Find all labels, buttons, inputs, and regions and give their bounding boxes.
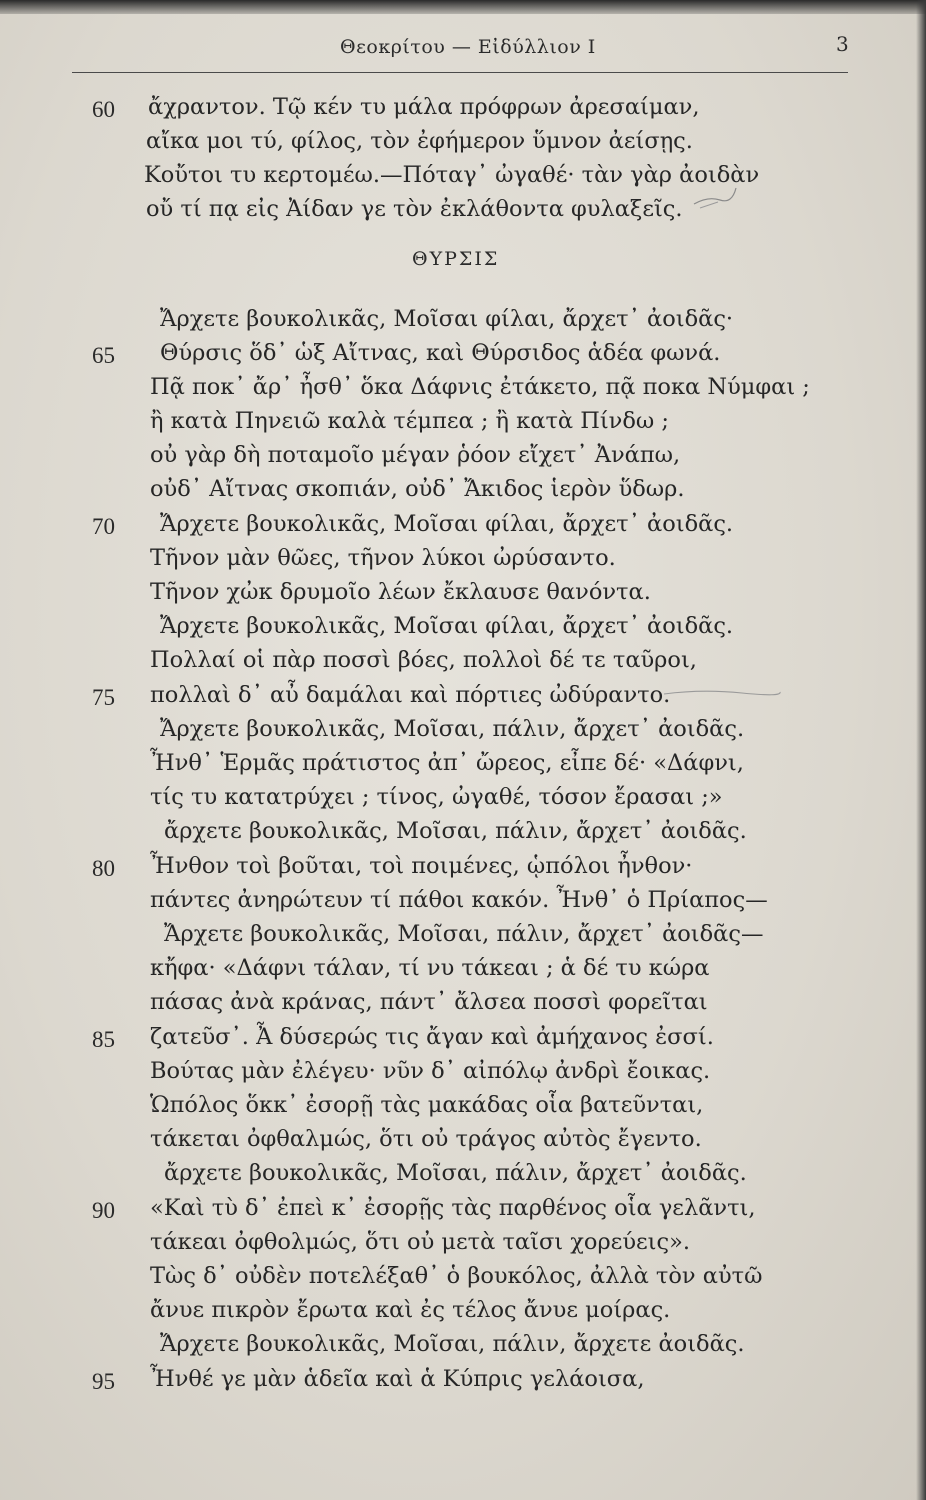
verse-line: κἤφα· «Δάφνι τάλαν, τί νυ τάκεαι ; ἁ δέ τυ κώρα — [150, 955, 710, 981]
verse-line: Ἄρχετε βουκολικᾶς, Μοῖσαι, πάλιν, ἄρχετε ἀοιδᾶς. — [160, 1331, 745, 1357]
verse-line: Ἄρχετε βουκολικᾶς, Μοῖσαι φίλαι, ἄρχετ᾽ ἀοιδᾶς· — [160, 306, 734, 332]
verse-line: τάκεαι ὀφθολμώς, ὅτι οὐ μετὰ ταῖσι χορεύεις». — [150, 1229, 691, 1255]
verse-line: τάκεται ὀφθαλμώς, ὅτι οὐ τράγος αὐτὸς ἔγεντο. — [150, 1126, 702, 1152]
verse-line: Τῆνον μὰν θῶες, τῆνον λύκοι ὠρύσαντο. — [150, 545, 616, 571]
verse-line: ἢ κατὰ Πηνειῶ καλὰ τέμπεα ; ἢ κατὰ Πίνδω ; — [150, 408, 669, 434]
verse-line: πολλαὶ δ᾽ αὖ δαμάλαι καὶ πόρτιες ὠδύραντο. — [150, 682, 671, 708]
line-number: 90 — [92, 1198, 115, 1223]
line-number: 85 — [92, 1027, 115, 1052]
running-title: Θεοκρίτου — Εἰδύλλιον Ι — [340, 36, 596, 58]
verse-line: Θύρσις ὅδ᾽ ὡξ Αἴτνας, καὶ Θύρσιδος ἁδέα φωνά. — [160, 340, 721, 366]
verse-line: ἄχραντον. Τῷ κέν τυ μάλα πρόφρων ἀρεσαίμαν, — [148, 94, 700, 120]
verse-line: οὐ γὰρ δὴ ποταμοῖο μέγαν ῥόον εἴχετ᾽ Ἀνάπω, — [150, 442, 681, 468]
verse-line: Ἦνθ᾽ Ἑρμᾶς πράτιστος ἀπ᾽ ὤρεος, εἶπε δέ· «Δάφνι, — [150, 750, 744, 776]
line-number: 80 — [92, 856, 115, 881]
verse-line: Πολλαί οἱ πὰρ ποσσὶ βόες, πολλοὶ δέ τε ταῦροι, — [150, 647, 697, 673]
verse-line: Κοὔτοι τυ κερτομέω.—Πόταγ᾽ ὠγαθέ· τὰν γὰρ ἀοιδὰν — [144, 162, 760, 188]
verse-line: Ἦνθον τοὶ βοῦται, τοὶ ποιμένες, ᾡπόλοι ἦνθον· — [150, 853, 693, 879]
verse-line: ζατεῦσ᾽. Ἆ δύσερώς τις ἄγαν καὶ ἀμήχανος ἐσσί. — [150, 1024, 714, 1050]
verse-line: Ὡπόλος ὅκκ᾽ ἐσορῇ τὰς μακάδας οἷα βατεῦνται, — [150, 1092, 704, 1118]
verse-line: Ἄρχετε βουκολικᾶς, Μοῖσαι φίλαι, ἄρχετ᾽ ἀοιδᾶς. — [160, 511, 734, 537]
page-gutter-shadow — [916, 0, 926, 1500]
pencil-annotation — [662, 686, 782, 700]
pencil-annotation — [690, 182, 740, 212]
header-rule — [72, 72, 848, 73]
line-number: 70 — [92, 514, 115, 539]
verse-line: «Καὶ τὺ δ᾽ ἐπεὶ κ᾽ ἐσορῇς τὰς παρθένος οἷα γελᾶντι, — [150, 1195, 756, 1221]
verse-line: αἴκα μοι τύ, φίλος, τὸν ἐφήμερον ὕμνον ἀείσῃς. — [146, 128, 693, 154]
speaker-heading: ΘΥΡΣΙΣ — [412, 248, 500, 270]
verse-line: Ἄρχετε βουκολικᾶς, Μοῖσαι φίλαι, ἄρχετ᾽ ἀοιδᾶς. — [160, 613, 734, 639]
scan-edge-shadow — [0, 0, 926, 14]
line-number: 75 — [92, 685, 115, 710]
verse-line: οὔ τί πᾳ εἰς Ἀίδαν γε τὸν ἐκλάθοντα φυλαξεῖς. — [146, 196, 683, 222]
line-number: 65 — [92, 343, 115, 368]
verse-line: Τῆνον χὠκ δρυμοῖο λέων ἔκλαυσε θανόντα. — [150, 579, 651, 605]
verse-line: Ἦνθέ γε μὰν ἁδεῖα καὶ ἁ Κύπρις γελάοισα, — [150, 1366, 645, 1392]
verse-line: πάσας ἀνὰ κράνας, πάντ᾽ ἄλσεα ποσσὶ φορεῖται — [150, 989, 708, 1015]
page-number: 3 — [836, 32, 849, 56]
verse-line: Τὼς δ᾽ οὐδὲν ποτελέξαθ᾽ ὁ βουκόλος, ἀλλὰ τὸν αὐτῶ — [150, 1263, 763, 1289]
verse-line: Ἄρχετε βουκολικᾶς, Μοῖσαι, πάλιν, ἄρχετ᾽ ἀοιδᾶς— — [164, 921, 764, 947]
verse-line: ἄνυε πικρὸν ἔρωτα καὶ ἐς τέλος ἄνυε μοίρας. — [150, 1297, 671, 1323]
verse-line: πάντες ἀνηρώτευν τί πάθοι κακόν. Ἦνθ᾽ ὁ Πρίαπος— — [150, 887, 768, 913]
line-number: 95 — [92, 1369, 115, 1394]
verse-line: Ἄρχετε βουκολικᾶς, Μοῖσαι, πάλιν, ἄρχετ᾽ ἀοιδᾶς. — [160, 716, 745, 742]
verse-line: τίς τυ κατατρύχει ; τίνος, ὠγαθέ, τόσον ἔρασαι ;» — [150, 784, 723, 810]
verse-line: οὐδ᾽ Αἴτνας σκοπιάν, οὐδ᾽ Ἄκιδος ἱερὸν ὕδωρ. — [150, 476, 685, 502]
line-number: 60 — [92, 97, 115, 122]
verse-line: ἄρχετε βουκολικᾶς, Μοῖσαι, πάλιν, ἄρχετ᾽ ἀοιδᾶς. — [164, 1160, 747, 1186]
verse-line: Πᾷ ποκ᾽ ἄρ᾽ ἦσθ᾽ ὅκα Δάφνις ἐτάκετο, πᾷ ποκα Νύμφαι ; — [150, 374, 810, 400]
verse-line: ἄρχετε βουκολικᾶς, Μοῖσαι, πάλιν, ἄρχετ᾽ ἀοιδᾶς. — [164, 818, 747, 844]
verse-line: Βούτας μὰν ἐλέγευ· νῦν δ᾽ αἰπόλῳ ἀνδρὶ ἔοικας. — [150, 1058, 711, 1084]
